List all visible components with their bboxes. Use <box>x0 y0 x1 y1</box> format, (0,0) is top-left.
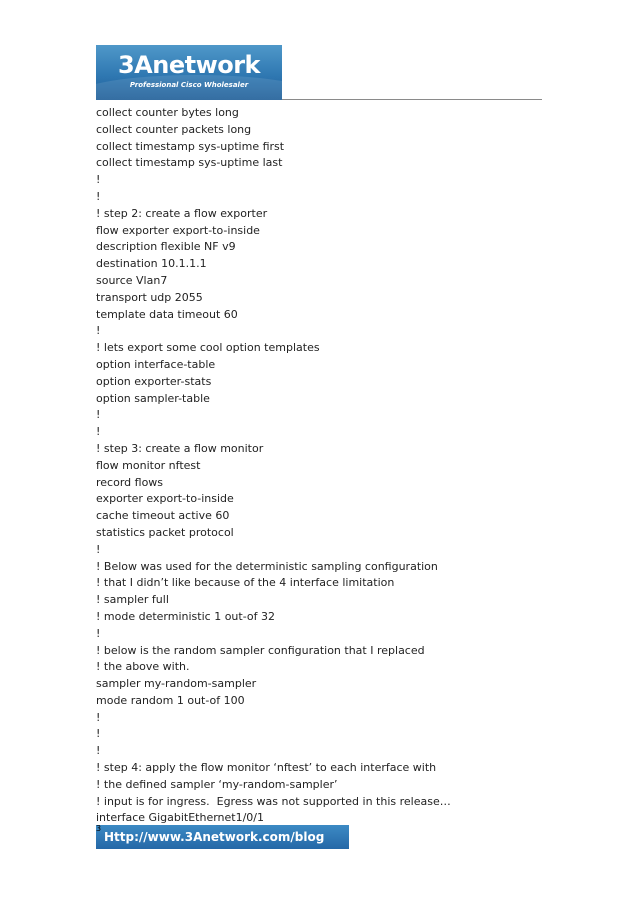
footer-banner[interactable] <box>96 825 349 849</box>
config-line: collect timestamp sys-uptime last <box>96 156 283 170</box>
config-line: ! the defined sampler ‘my-random-sampler’ <box>96 777 338 791</box>
config-line: exporter export-to-inside <box>96 492 234 506</box>
footer-url-link[interactable]: Http://www.3Anetwork.com/blog <box>104 830 325 844</box>
logo-name: 3Anetwork <box>117 51 261 79</box>
config-line: ! <box>96 425 101 439</box>
config-line: option interface-table <box>96 357 216 371</box>
config-line: destination 10.1.1.1 <box>96 257 207 271</box>
config-line: collect timestamp sys-uptime first <box>96 139 285 153</box>
config-line: record flows <box>96 475 164 489</box>
config-line: collect counter packets long <box>96 122 252 136</box>
config-line: sampler my-random-sampler <box>96 677 257 691</box>
config-line: description flexible NF v9 <box>96 240 236 254</box>
config-line: mode random 1 out-of 100 <box>96 693 245 707</box>
config-line: ! <box>96 744 101 758</box>
config-line: ! step 4: apply the flow monitor ‘nftest’ to each interface with <box>96 761 437 775</box>
config-line: option exporter-stats <box>96 374 212 388</box>
config-line: ! lets export some cool option templates <box>96 341 320 355</box>
config-line: cache timeout active 60 <box>96 509 230 523</box>
header-divider <box>282 99 542 100</box>
page-number: 3 <box>96 824 102 833</box>
config-line: flow monitor nftest <box>96 458 201 472</box>
config-line: ! the above with. <box>96 660 190 674</box>
config-line: ! <box>96 710 101 724</box>
config-line: ! mode deterministic 1 out-of 32 <box>96 609 275 623</box>
config-line: flow exporter export-to-inside <box>96 223 260 237</box>
config-line: statistics packet protocol <box>96 525 234 539</box>
config-line: ! below is the random sampler configuration that I replaced <box>96 643 425 657</box>
config-line: ! <box>96 626 101 640</box>
config-line: template data timeout 60 <box>96 307 238 321</box>
config-text-body <box>96 105 546 827</box>
config-line: ! input is for ingress. Egress was not supported in this release… <box>96 794 451 808</box>
config-line: collect counter bytes long <box>96 106 239 119</box>
logo-tagline: Professional Cisco Wholesaler <box>129 81 249 89</box>
config-line: ! <box>96 173 101 187</box>
config-line: ! <box>96 727 101 741</box>
config-line: option sampler-table <box>96 391 210 405</box>
config-line: ! <box>96 408 101 422</box>
config-line: ! step 2: create a flow exporter <box>96 206 268 220</box>
config-line: interface GigabitEthernet1/0/1 <box>96 811 265 825</box>
config-line: ! <box>96 542 101 556</box>
config-line: ! <box>96 324 101 338</box>
config-line: transport udp 2055 <box>96 290 203 304</box>
config-line: source Vlan7 <box>96 273 168 287</box>
config-line: ! <box>96 189 101 203</box>
config-line: ! that I didn’t like because of the 4 interface limitation <box>96 576 395 590</box>
config-line: ! sampler full <box>96 593 169 607</box>
config-line: ! Below was used for the deterministic sampling configuration <box>96 559 438 573</box>
company-logo <box>96 45 282 100</box>
config-line: ! step 3: create a flow monitor <box>96 441 264 455</box>
